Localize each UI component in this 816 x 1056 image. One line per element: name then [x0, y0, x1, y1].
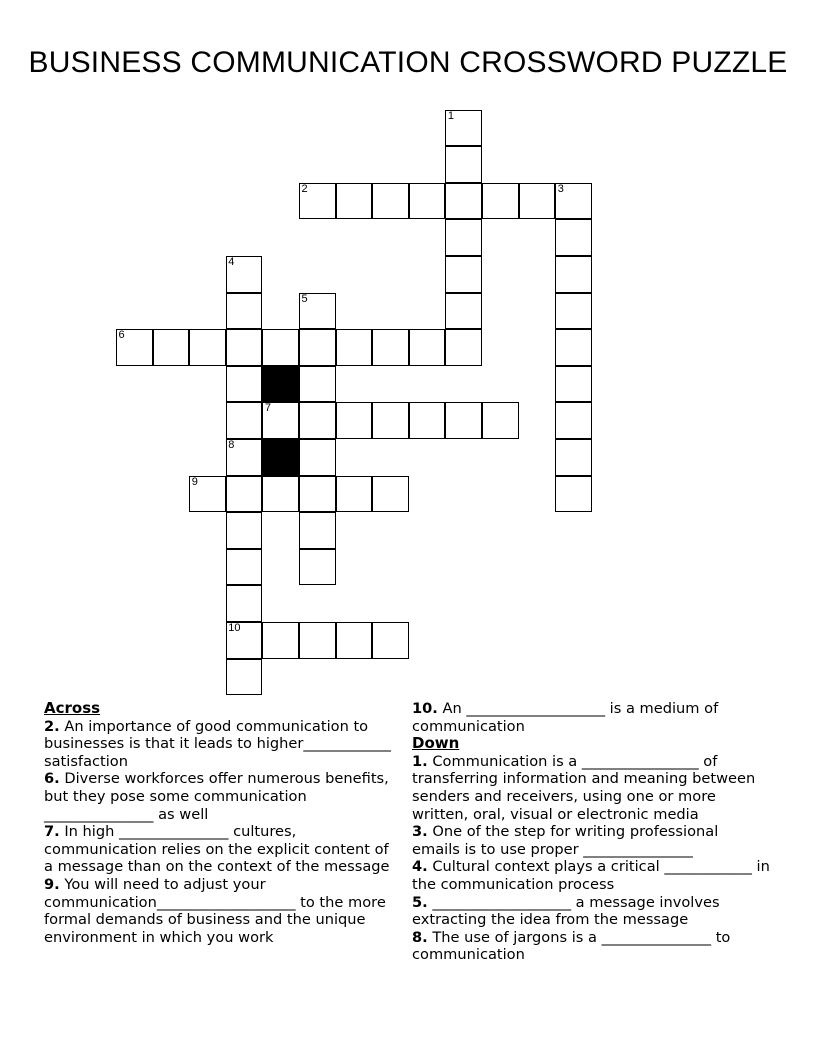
grid-block-cell — [262, 439, 299, 476]
grid-cell[interactable] — [336, 622, 373, 659]
clue-across-10 — [412, 700, 770, 735]
clue-text: One of the step for writing professional emails is to use proper _______________ — [412, 823, 719, 858]
clue-down-1 — [412, 753, 770, 823]
clue-text: You will need to adjust your communication___________________ to the more formal demands of business and the unique environment in which you work — [44, 875, 386, 946]
grid-cell[interactable] — [226, 329, 263, 366]
grid-cell[interactable] — [482, 183, 519, 220]
grid-cell-number: 10 — [228, 622, 241, 634]
grid-cell[interactable] — [336, 329, 373, 366]
grid-cell[interactable] — [372, 329, 409, 366]
grid-cell-number: 1 — [447, 109, 455, 122]
grid-cell[interactable] — [262, 622, 299, 659]
grid-cell[interactable] — [555, 256, 592, 293]
grid-cell[interactable] — [153, 329, 190, 366]
clue-down-4 — [412, 858, 770, 893]
grid-cell[interactable] — [226, 585, 263, 622]
clue-number: 4. — [412, 858, 428, 876]
clue-text: An importance of good communication to businesses is that it leads to higher____________ satisfaction — [44, 717, 391, 770]
clue-down-8 — [412, 929, 770, 964]
clue-text: ___________________ a message involves extracting the idea from the message — [412, 893, 720, 929]
grid-cell[interactable] — [409, 329, 446, 366]
grid-cell[interactable] — [226, 476, 263, 513]
grid-cell-number: 9 — [191, 475, 198, 488]
grid-cell[interactable] — [482, 402, 519, 439]
clue-across-7 — [44, 823, 402, 876]
clue-text: The use of jargons is a _______________ to communication — [412, 928, 731, 964]
grid-cell-number: 2 — [301, 182, 308, 195]
grid-cell[interactable] — [555, 183, 592, 220]
clue-text: Diverse workforces offer numerous benefits, but they pose some communication _______________ as well — [44, 770, 389, 823]
grid-cell[interactable] — [299, 439, 336, 476]
grid-cell[interactable] — [336, 183, 373, 220]
clue-text: An ___________________ is a medium of communication — [412, 700, 719, 735]
grid-cell-number: 5 — [301, 292, 308, 305]
grid-cell[interactable] — [555, 219, 592, 256]
clue-number: 8. — [412, 928, 428, 946]
grid-cell[interactable] — [226, 256, 263, 293]
grid-cell[interactable] — [555, 476, 592, 513]
grid-cell[interactable] — [409, 402, 446, 439]
grid-cell[interactable] — [336, 402, 373, 439]
grid-cell[interactable] — [372, 476, 409, 513]
grid-cell[interactable] — [116, 329, 153, 366]
clues-column-left — [44, 700, 402, 946]
grid-cell[interactable] — [299, 329, 336, 366]
clue-across-6 — [44, 770, 402, 823]
clues-section — [0, 700, 816, 1000]
clue-number: 10. — [412, 700, 438, 717]
grid-cell[interactable] — [299, 476, 336, 513]
clue-across-2 — [44, 718, 402, 771]
grid-cell[interactable] — [445, 219, 482, 256]
grid-cell[interactable] — [299, 402, 336, 439]
clue-text: In high _______________ cultures, communication relies on the explicit content of a message than on the context of the message — [44, 823, 390, 876]
grid-cell[interactable] — [189, 476, 226, 513]
grid-cell[interactable] — [226, 622, 263, 659]
grid-cell[interactable] — [226, 512, 263, 549]
clue-down-3 — [412, 823, 770, 858]
down-heading: Down — [412, 734, 460, 753]
grid-cell[interactable] — [226, 402, 263, 439]
grid-cell-number: 8 — [228, 439, 235, 451]
clue-down-5 — [412, 894, 770, 929]
grid-cell[interactable] — [555, 402, 592, 439]
clues-column-right — [412, 700, 770, 964]
grid-cell[interactable] — [226, 293, 263, 330]
grid-cell[interactable] — [262, 476, 299, 513]
clue-number: 1. — [412, 752, 428, 770]
grid-cell[interactable] — [226, 659, 263, 696]
clue-text: Communication is a ________________ of transferring information and meaning between senders and receivers, using one or more written, oral, visual or electronic media — [412, 752, 756, 823]
grid-cell[interactable] — [262, 329, 299, 366]
grid-cell[interactable] — [445, 256, 482, 293]
grid-cell[interactable] — [555, 293, 592, 330]
across-heading: Across — [44, 699, 101, 717]
grid-cell[interactable] — [299, 183, 336, 220]
grid-cell[interactable] — [336, 476, 373, 513]
grid-cell[interactable] — [226, 439, 263, 476]
clue-number: 3. — [412, 823, 428, 841]
grid-cell[interactable] — [445, 402, 482, 439]
clue-number: 9. — [44, 875, 60, 893]
grid-cell[interactable] — [299, 293, 336, 330]
grid-cell-number: 3 — [557, 182, 564, 195]
clue-number: 7. — [44, 823, 60, 841]
grid-cell[interactable] — [445, 146, 482, 183]
grid-cell-number: 4 — [228, 256, 235, 268]
grid-cell-number: 7 — [264, 402, 272, 415]
grid-block-cell — [262, 366, 299, 403]
grid-cell[interactable] — [409, 183, 446, 220]
grid-cell[interactable] — [299, 622, 336, 659]
grid-cell[interactable] — [445, 183, 482, 220]
grid-cell[interactable] — [555, 329, 592, 366]
page-title: BUSINESS COMMUNICATION CROSSWORD PUZZLE — [28, 46, 788, 79]
grid-cell[interactable] — [555, 439, 592, 476]
clue-number: 5. — [412, 893, 428, 911]
grid-cell[interactable] — [226, 366, 263, 403]
clue-text: Cultural context plays a critical ____________ in the communication process — [412, 858, 770, 893]
grid-cell[interactable] — [372, 622, 409, 659]
grid-cell[interactable] — [226, 549, 263, 586]
grid-cell[interactable] — [299, 366, 336, 403]
grid-cell[interactable] — [299, 549, 336, 586]
grid-cell[interactable] — [299, 512, 336, 549]
grid-cell[interactable] — [555, 366, 592, 403]
grid-cell[interactable] — [519, 183, 556, 220]
grid-cell[interactable] — [372, 183, 409, 220]
grid-cell[interactable] — [445, 329, 482, 366]
grid-cell[interactable] — [372, 402, 409, 439]
grid-cell-number: 6 — [118, 329, 125, 342]
clue-across-9 — [44, 876, 402, 946]
clue-number: 2. — [44, 717, 60, 735]
grid-cell[interactable] — [445, 293, 482, 330]
grid-cell[interactable] — [189, 329, 226, 366]
grid-cell[interactable] — [262, 402, 299, 439]
grid-cell[interactable] — [445, 110, 482, 147]
clue-number: 6. — [44, 770, 60, 788]
